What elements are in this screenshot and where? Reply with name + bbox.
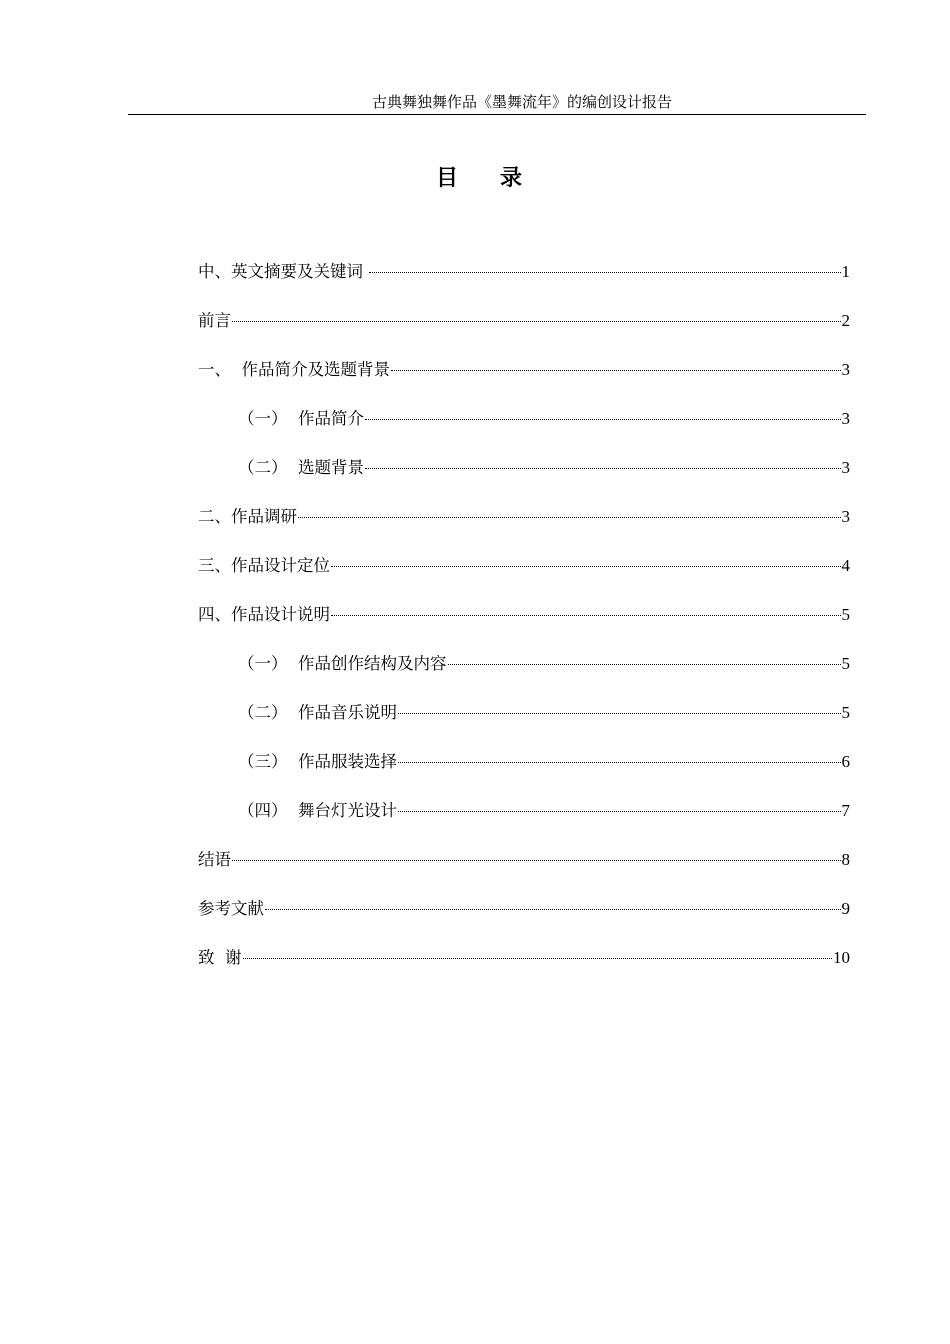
toc-dot-leader: [298, 517, 841, 518]
toc-dot-leader: [398, 762, 841, 763]
toc-dot-leader: [232, 321, 841, 322]
toc-entry-number: （二）: [238, 703, 298, 722]
toc-entry-page-number: 3: [841, 458, 850, 477]
toc-title: 目录: [435, 166, 564, 191]
toc-entry-page-number: 2: [841, 311, 850, 330]
toc-entry-number: 二、: [198, 507, 231, 526]
toc-dot-leader: [365, 468, 841, 469]
toc-entry-page-number: 5: [841, 654, 850, 673]
toc-entry-page-number: 3: [841, 409, 850, 428]
toc-dot-leader: [448, 664, 841, 665]
toc-entry-label: 参考文献: [198, 899, 264, 918]
toc-entry[interactable]: [198, 896, 850, 945]
toc-entry-label: 致 谢: [198, 948, 242, 967]
toc-entry-label: 结语: [198, 850, 231, 869]
toc-entry-number: 一、: [198, 360, 242, 379]
toc-entry-number: （一）: [238, 409, 298, 428]
toc-entry-number: 三、: [198, 556, 231, 575]
toc-entry-page-number: 7: [841, 801, 850, 820]
toc-entry[interactable]: [198, 259, 850, 308]
toc-entry-number: 四、: [198, 605, 231, 624]
toc-entry-label: 前言: [198, 311, 231, 330]
toc-dot-leader: [398, 713, 841, 714]
toc-entry-label: 作品音乐说明: [298, 703, 397, 722]
running-header-title: 古典舞独舞作品《墨舞流年》的编创设计报告: [371, 93, 672, 111]
toc-entry-page-number: 9: [841, 899, 850, 918]
toc-entry-page-number: 3: [841, 360, 850, 379]
toc-entry[interactable]: [198, 357, 850, 406]
toc-entry[interactable]: [198, 945, 850, 994]
toc-entry-label: 作品简介: [298, 409, 364, 428]
toc-dot-leader: [232, 860, 841, 861]
toc-entry-label: 作品简介及选题背景: [241, 360, 390, 379]
toc-entry[interactable]: [198, 847, 850, 896]
table-of-contents: [198, 259, 850, 994]
toc-dot-leader: [391, 370, 841, 371]
toc-entry-page-number: 1: [841, 262, 850, 281]
toc-entry-number: （二）: [238, 458, 298, 477]
toc-entry-page-number: 8: [841, 850, 850, 869]
toc-entry-label: 作品服装选择: [298, 752, 397, 771]
toc-entry[interactable]: [198, 700, 850, 749]
toc-dot-leader: [331, 615, 841, 616]
toc-entry[interactable]: [198, 504, 850, 553]
toc-entry[interactable]: [198, 651, 850, 700]
toc-entry-label: 舞台灯光设计: [298, 801, 397, 820]
toc-entry[interactable]: [198, 308, 850, 357]
toc-entry-label: 作品设计定位: [231, 556, 330, 575]
toc-entry-page-number: 5: [841, 605, 850, 624]
toc-entry[interactable]: [198, 602, 850, 651]
toc-entry-page-number: 5: [841, 703, 850, 722]
toc-entry-label: 作品创作结构及内容: [298, 654, 447, 673]
toc-entry-label: 选题背景: [298, 458, 364, 477]
toc-entry-label: 作品设计说明: [231, 605, 330, 624]
toc-entry[interactable]: [198, 455, 850, 504]
toc-dot-leader: [365, 419, 841, 420]
toc-entry-page-number: 3: [841, 507, 850, 526]
toc-entry[interactable]: [198, 406, 850, 455]
toc-entry-number: （一）: [238, 654, 298, 673]
toc-dot-leader: [398, 811, 841, 812]
toc-entry-page-number: 4: [841, 556, 850, 575]
toc-entry[interactable]: [198, 749, 850, 798]
toc-entry-number: （三）: [238, 752, 298, 771]
toc-entry-page-number: 6: [841, 752, 850, 771]
toc-entry-page-number: 10: [833, 948, 850, 967]
toc-entry-number: （四）: [238, 801, 298, 820]
toc-dot-leader: [331, 566, 841, 567]
toc-entry[interactable]: [198, 553, 850, 602]
running-header: [128, 92, 866, 115]
toc-entry-label: 中、英文摘要及关键词: [198, 262, 369, 281]
toc-dot-leader: [243, 958, 833, 959]
toc-entry-label: 作品调研: [231, 507, 297, 526]
toc-entry[interactable]: [198, 798, 850, 847]
toc-dot-leader: [369, 272, 840, 273]
toc-dot-leader: [265, 909, 841, 910]
